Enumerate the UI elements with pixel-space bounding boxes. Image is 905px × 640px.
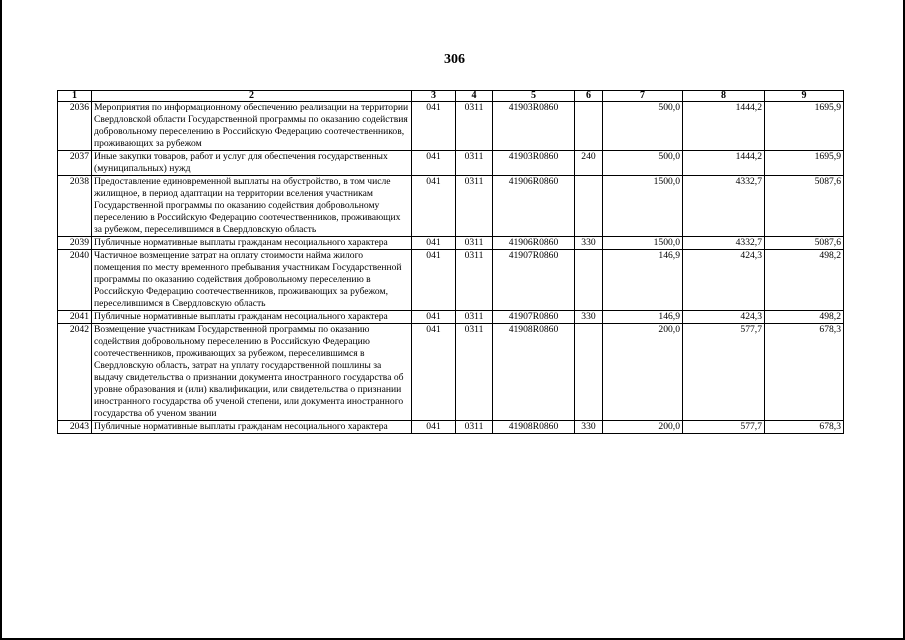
- row-col6: 330: [575, 237, 603, 250]
- row-col6: 330: [575, 421, 603, 434]
- row-description: Публичные нормативные выплаты гражданам несоциального характера: [92, 237, 412, 250]
- col-header-9: 9: [765, 91, 844, 102]
- row-col7: 500,0: [603, 102, 683, 151]
- row-col5: 41903R0860: [493, 102, 575, 151]
- table-row: [58, 151, 844, 176]
- row-col7: 200,0: [603, 324, 683, 421]
- row-description: Публичные нормативные выплаты гражданам несоциального характера: [92, 311, 412, 324]
- row-col8: 4332,7: [683, 176, 765, 237]
- row-col6: [575, 324, 603, 421]
- budget-table: [57, 90, 844, 434]
- row-col5: 41907R0860: [493, 311, 575, 324]
- row-description: Иные закупки товаров, работ и услуг для обеспечения государственных (муниципальных) нужд: [92, 151, 412, 176]
- row-col5: 41907R0860: [493, 250, 575, 311]
- table-row: [58, 176, 844, 237]
- row-col8: 4332,7: [683, 237, 765, 250]
- row-col9: 5087,6: [765, 237, 844, 250]
- row-col6: [575, 176, 603, 237]
- row-col4: 0311: [456, 102, 493, 151]
- row-col3: 041: [412, 151, 456, 176]
- col-header-8: 8: [683, 91, 765, 102]
- page-number: 306: [444, 52, 465, 67]
- row-id: 2043: [58, 421, 92, 434]
- row-col3: 041: [412, 176, 456, 237]
- row-id: 2041: [58, 311, 92, 324]
- row-col8: 577,7: [683, 324, 765, 421]
- row-col5: 41908R0860: [493, 324, 575, 421]
- row-description: Частичное возмещение затрат на оплату стоимости найма жилого помещения по месту временного пребывания участникам Государственной программы по оказанию содействия добровольному переселению в Российскую Федерацию соотечественников, проживающих за рубежом, переселившимся в Свердловскую область: [92, 250, 412, 311]
- row-col6: [575, 250, 603, 311]
- row-col4: 0311: [456, 237, 493, 250]
- row-col7: 200,0: [603, 421, 683, 434]
- row-col8: 424,3: [683, 250, 765, 311]
- col-header-3: 3: [412, 91, 456, 102]
- row-id: 2037: [58, 151, 92, 176]
- row-col9: 5087,6: [765, 176, 844, 237]
- col-header-6: 6: [575, 91, 603, 102]
- row-col7: 1500,0: [603, 176, 683, 237]
- row-id: 2036: [58, 102, 92, 151]
- row-id: 2039: [58, 237, 92, 250]
- row-col9: 498,2: [765, 250, 844, 311]
- row-description: Мероприятия по информационному обеспечению реализации на территории Свердловской области Государственной программы по оказанию содействия добровольному переселению в Российскую Федерацию соотечественников, проживающих за рубежом: [92, 102, 412, 151]
- row-col4: 0311: [456, 250, 493, 311]
- col-header-5: 5: [493, 91, 575, 102]
- row-col5: 41906R0860: [493, 237, 575, 250]
- row-col5: 41906R0860: [493, 176, 575, 237]
- row-col3: 041: [412, 237, 456, 250]
- row-id: 2042: [58, 324, 92, 421]
- row-col4: 0311: [456, 421, 493, 434]
- row-col8: 1444,2: [683, 151, 765, 176]
- row-col9: 498,2: [765, 311, 844, 324]
- table-row: [58, 311, 844, 324]
- table-row: [58, 250, 844, 311]
- row-col9: 1695,9: [765, 102, 844, 151]
- row-col6: [575, 102, 603, 151]
- row-col3: 041: [412, 311, 456, 324]
- row-col5: 41903R0860: [493, 151, 575, 176]
- row-col9: 678,3: [765, 421, 844, 434]
- row-col6: 240: [575, 151, 603, 176]
- row-col4: 0311: [456, 311, 493, 324]
- col-header-1: 1: [58, 91, 92, 102]
- row-id: 2040: [58, 250, 92, 311]
- row-col7: 500,0: [603, 151, 683, 176]
- table-row: [58, 102, 844, 151]
- row-description: Возмещение участникам Государственной программы по оказанию содействия добровольному переселению в Российскую Федерацию соотечественников, проживающих за рубежом, переселившимся в Свердловскую область, затрат на уплату государственной пошлины за выдачу свидетельства о признании документа иностранного государства об уровне образования и (или) квалификации, или свидетельства о признании иностранного государства об ученой степени, или документа иностранного государства об ученом звании: [92, 324, 412, 421]
- row-col8: 577,7: [683, 421, 765, 434]
- row-description: Предоставление единовременной выплаты на обустройство, в том числе жилищное, в период адаптации на территории вселения участникам Государственной программы по оказанию содействия добровольному переселению в Российскую Федерацию соотечественников, проживающих за рубежом, переселившимся в Свердловскую область: [92, 176, 412, 237]
- row-col9: 678,3: [765, 324, 844, 421]
- table-row: [58, 237, 844, 250]
- row-col3: 041: [412, 324, 456, 421]
- row-col6: 330: [575, 311, 603, 324]
- row-col4: 0311: [456, 151, 493, 176]
- row-col5: 41908R0860: [493, 421, 575, 434]
- row-col3: 041: [412, 250, 456, 311]
- row-col7: 1500,0: [603, 237, 683, 250]
- col-header-2: 2: [92, 91, 412, 102]
- table-row: [58, 324, 844, 421]
- table-row: [58, 421, 844, 434]
- col-header-4: 4: [456, 91, 493, 102]
- row-col3: 041: [412, 102, 456, 151]
- row-col8: 424,3: [683, 311, 765, 324]
- row-col8: 1444,2: [683, 102, 765, 151]
- row-col9: 1695,9: [765, 151, 844, 176]
- row-description: Публичные нормативные выплаты гражданам несоциального характера: [92, 421, 412, 434]
- row-col7: 146,9: [603, 311, 683, 324]
- row-col3: 041: [412, 421, 456, 434]
- row-id: 2038: [58, 176, 92, 237]
- row-col4: 0311: [456, 176, 493, 237]
- header-row: [58, 91, 844, 102]
- row-col7: 146,9: [603, 250, 683, 311]
- row-col4: 0311: [456, 324, 493, 421]
- col-header-7: 7: [603, 91, 683, 102]
